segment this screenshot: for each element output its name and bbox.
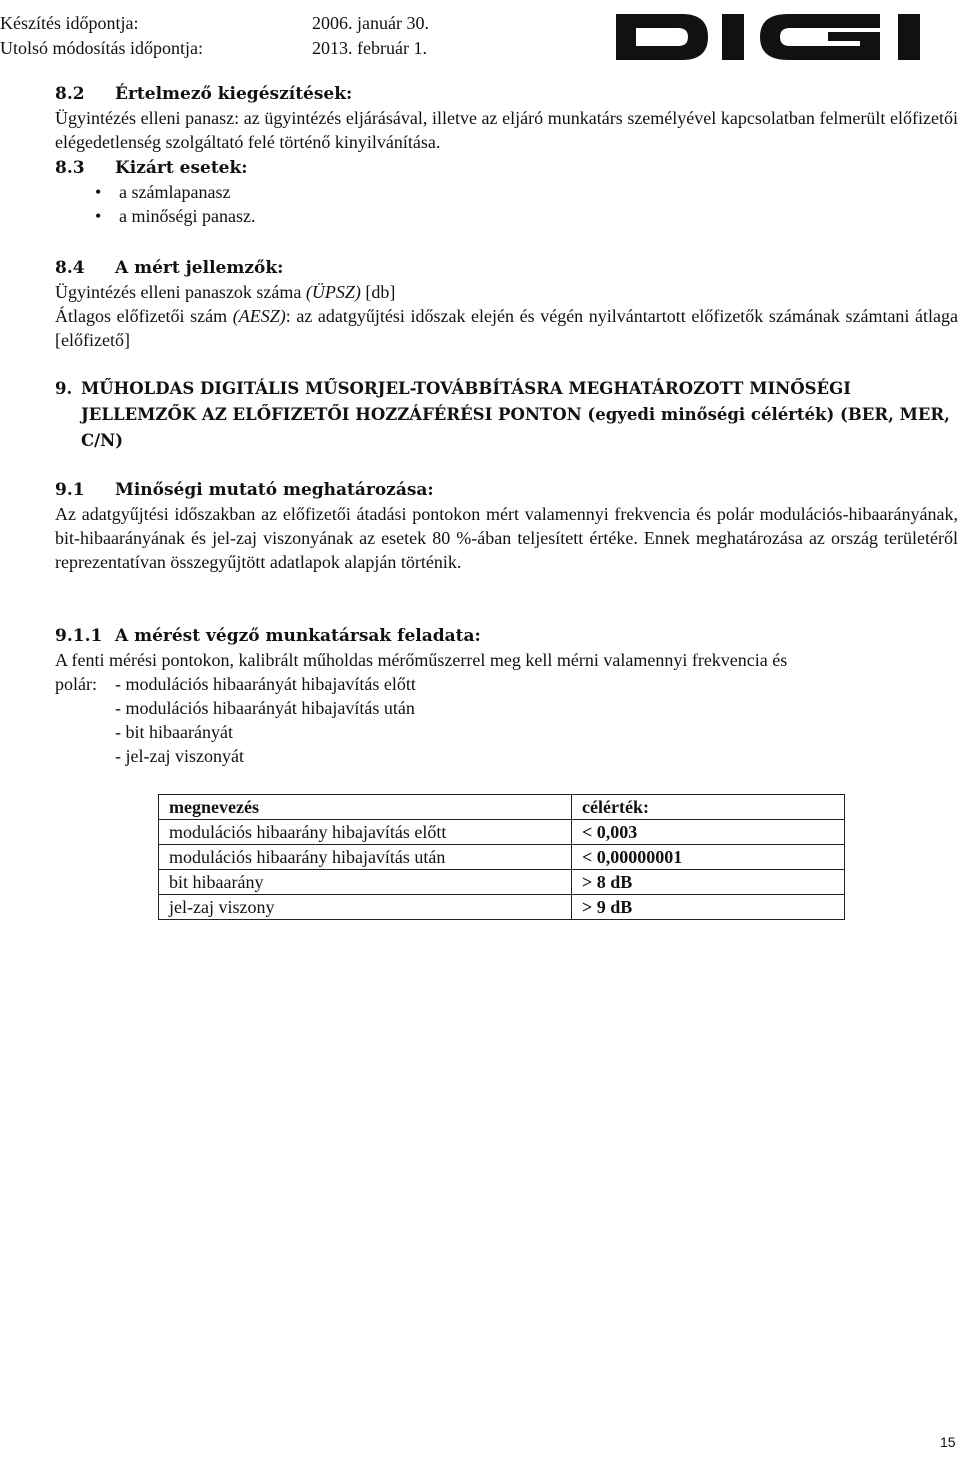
section-heading — [55, 156, 958, 180]
table-cell: > 9 dB — [572, 895, 845, 920]
target-values-table — [158, 794, 845, 920]
section-9 — [55, 376, 958, 454]
section-text: A fenti mérési pontokon, kalibrált műholdas mérőműszerrel meg kell mérni valamennyi frekvencia és — [55, 650, 788, 670]
table-header-cell: megnevezés — [159, 795, 572, 820]
section-text: Ügyintézés elleni panasz: az ügyintézés eljárásával, illetve az eljáró munkatárs személyével kapcsolatban felmerült előfizetői elégedetlenség szolgáltató felé történő kinyilvánítása. — [55, 108, 958, 152]
modified-label: Utolsó módosítás időpontja: — [0, 38, 204, 58]
section-heading — [55, 624, 958, 648]
table-cell: modulációs hibaarány hibajavítás előtt — [159, 820, 572, 845]
task-list-prefix: polár: — [55, 674, 97, 694]
modified-value: 2013. február 1. — [312, 38, 427, 58]
metric-label: Ügyintézés elleni panaszok száma — [55, 282, 306, 302]
metric-abbr: (AESZ) — [232, 306, 286, 326]
metric-description: : az adatgyűjtési időszak elején és végén nyilvántartott előfizetők számának számtani átlaga [előfizető] — [55, 306, 958, 350]
list-item: - bit hibaarányát — [115, 722, 233, 742]
table-cell: < 0,00000001 — [572, 845, 845, 870]
table-cell: < 0,003 — [572, 820, 845, 845]
metric-unit: [db] — [360, 282, 396, 302]
list-item: - jel-zaj viszonyát — [115, 746, 244, 766]
section-heading — [55, 82, 958, 106]
section-8-3 — [55, 156, 958, 228]
list-item: - modulációs hibaarányát hibajavítás előtt — [115, 674, 416, 694]
task-list — [55, 672, 958, 768]
metric-label: Átlagos előfizetői szám — [55, 306, 233, 326]
section-number: 9.1.1 — [55, 626, 103, 646]
digi-logo — [612, 8, 960, 66]
section-title: A mért jellemzők: — [115, 258, 284, 278]
created-value: 2006. január 30. — [312, 13, 429, 33]
list-item: - modulációs hibaarányát hibajavítás után — [115, 698, 415, 718]
svg-text:DIGI: DIGI — [612, 8, 615, 9]
metric-upsz — [55, 280, 958, 304]
page-number: 15 — [940, 1434, 956, 1450]
section-number: 8.3 — [55, 158, 85, 178]
list-item: • a számlapanasz — [55, 180, 958, 204]
table-row — [159, 895, 845, 920]
table-header-cell: célérték: — [572, 795, 845, 820]
table-cell: bit hibaarány — [159, 870, 572, 895]
table-cell: modulációs hibaarány hibajavítás után — [159, 845, 572, 870]
section-heading — [55, 256, 958, 280]
section-8-4 — [55, 256, 958, 352]
section-heading — [55, 478, 958, 502]
table-header-row — [159, 795, 845, 820]
section-title: A mérést végző munkatársak feladata: — [115, 626, 481, 646]
section-8-2 — [55, 82, 958, 154]
table-row — [159, 870, 845, 895]
section-text: Az adatgyűjtési időszakban az előfizetői átadási pontokon mért valamennyi frekvencia és polár modulációs-hibaarányának, bit-hibaarányának és jel-zaj viszonyának az esetek 80 %-ában teljesített értéke. Ennek meghatározása az ország területéről reprezentatívan összegyűjtött adatlapok alapján történik. — [55, 504, 958, 572]
table-cell: > 8 dB — [572, 870, 845, 895]
section-9-1-1 — [55, 624, 958, 768]
table-cell: jel-zaj viszony — [159, 895, 572, 920]
created-label: Készítés időpontja: — [0, 13, 139, 33]
section-title: MŰHOLDAS DIGITÁLIS MŰSORJEL-TOVÁBBÍTÁSRA MEGHATÁROZOTT MINŐSÉGI JELLEMZŐK AZ ELŐFIZETŐI HOZZÁFÉRÉSI PONTON (egyedi minőségi célérték) (BER, MER, C/N) — [81, 379, 950, 450]
metric-abbr: (ÜPSZ) — [305, 282, 361, 302]
list-item: • a minőségi panasz. — [55, 204, 958, 228]
section-number: 9. — [55, 379, 73, 398]
section-9-1 — [55, 478, 958, 574]
excluded-list — [55, 180, 958, 228]
metric-aesz — [55, 304, 958, 352]
table-row — [159, 845, 845, 870]
page-header — [0, 8, 960, 64]
table-row — [159, 820, 845, 845]
section-number: 8.4 — [55, 258, 85, 278]
section-number: 9.1 — [55, 480, 85, 500]
section-title: Értelmező kiegészítések: — [115, 84, 353, 104]
section-number: 8.2 — [55, 84, 85, 104]
section-title: Minőségi mutató meghatározása: — [115, 480, 434, 500]
section-title: Kizárt esetek: — [115, 158, 248, 178]
